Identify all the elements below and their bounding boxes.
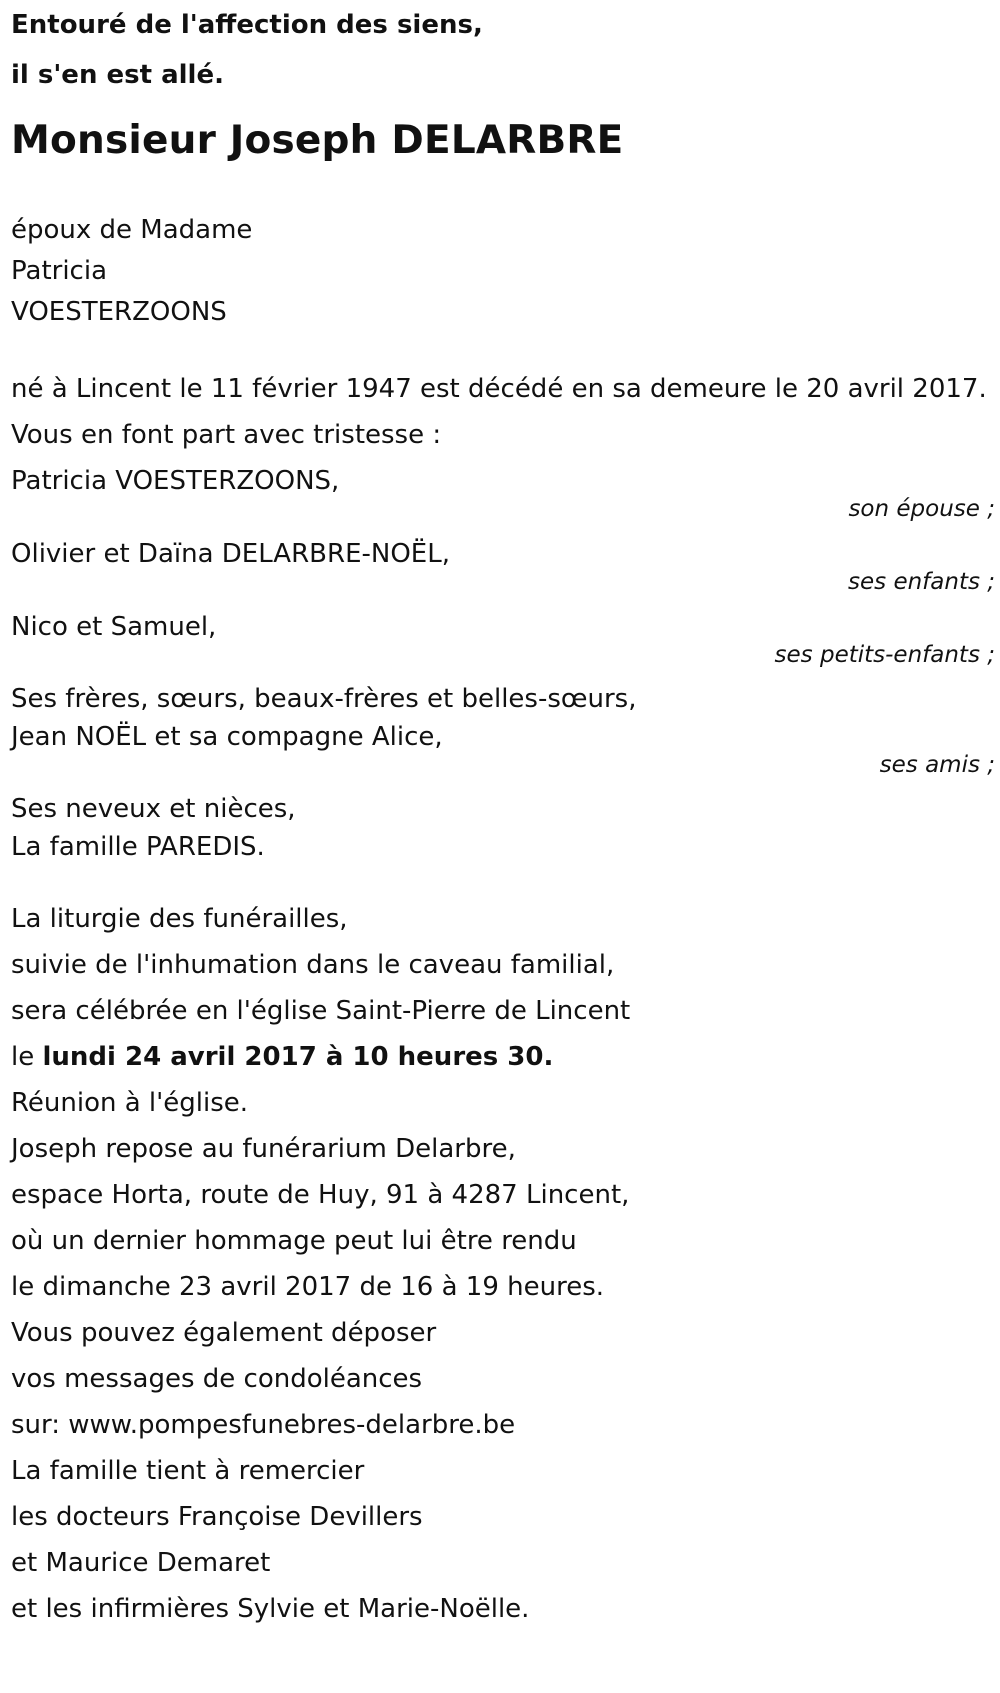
family-names: Nico et Samuel, (11, 612, 217, 642)
ceremony-line: vos messages de condoléances (11, 1364, 423, 1394)
family-entry (11, 461, 1000, 520)
spouse-line-3: VOESTERZOONS (11, 297, 227, 327)
ceremony-line: et Maurice Demaret (11, 1548, 271, 1578)
ceremony-line: espace Horta, route de Huy, 91 à 4287 Lincent, (11, 1180, 630, 1210)
family-names: Olivier et Daïna DELARBRE-NOËL, (11, 539, 450, 569)
intro-block (11, 0, 1000, 92)
intro-line-1: Entouré de l'affection des siens, (11, 10, 483, 40)
family-relation: ses amis ; (879, 752, 995, 778)
ceremony-line: Vous pouvez également déposer (11, 1318, 437, 1348)
ceremony-date-prefix: le (11, 1042, 43, 1072)
ceremony-line: Joseph repose au funérarium Delarbre, (11, 1134, 516, 1164)
family-entry (11, 534, 1000, 593)
spouse-line-2: Patricia (11, 256, 108, 286)
intro-line-2: il s'en est allé. (11, 60, 224, 90)
ceremony-line: et les infirmières Sylvie et Marie-Noëlle. (11, 1594, 530, 1624)
spouse-line-1: époux de Madame (11, 215, 253, 245)
deceased-name-title: Monsieur Joseph DELARBRE (11, 118, 624, 163)
family-names: Jean NOËL et sa compagne Alice, (11, 722, 443, 752)
family-entry (11, 680, 1000, 776)
family-entry (11, 790, 1000, 866)
ceremony-line: La famille tient à remercier (11, 1456, 365, 1486)
family-names: La famille PAREDIS. (11, 832, 265, 862)
ceremony-line: suivie de l'inhumation dans le caveau familial, (11, 950, 615, 980)
spouse-block (11, 210, 1000, 333)
family-entry (11, 607, 1000, 666)
ceremony-line: où un dernier hommage peut lui être rendu (11, 1226, 577, 1256)
website-line: sur: www.pompesfunebres-delarbre.be (11, 1410, 516, 1440)
ceremony-line: La liturgie des funérailles, (11, 904, 348, 934)
announcement-line: Vous en font part avec tristesse : (11, 420, 442, 450)
family-relation: ses enfants ; (848, 569, 995, 595)
ceremony-line: le dimanche 23 avril 2017 de 16 à 19 heures. (11, 1272, 605, 1302)
ceremony-line: Réunion à l'église. (11, 1088, 249, 1118)
ceremony-date-line (11, 1034, 1000, 1080)
birth-death-line: né à Lincent le 11 février 1947 est décédé en sa demeure le 20 avril 2017. (11, 374, 987, 404)
family-list (11, 461, 1000, 866)
family-names: Patricia VOESTERZOONS, (11, 466, 340, 496)
family-relation: son épouse ; (848, 496, 995, 522)
ceremony-line: les docteurs Françoise Devillers (11, 1502, 423, 1532)
announcement-block (11, 369, 1000, 456)
ceremony-date-bold: lundi 24 avril 2017 à 10 heures 30. (42, 1042, 554, 1072)
ceremony-block (11, 896, 1000, 1632)
ceremony-line: sera célébrée en l'église Saint-Pierre de Lincent (11, 996, 631, 1026)
family-names: Ses neveux et nièces, (11, 794, 296, 824)
family-relation: ses petits-enfants ; (774, 642, 995, 668)
family-names: Ses frères, sœurs, beaux-frères et belles-sœurs, (11, 684, 637, 714)
